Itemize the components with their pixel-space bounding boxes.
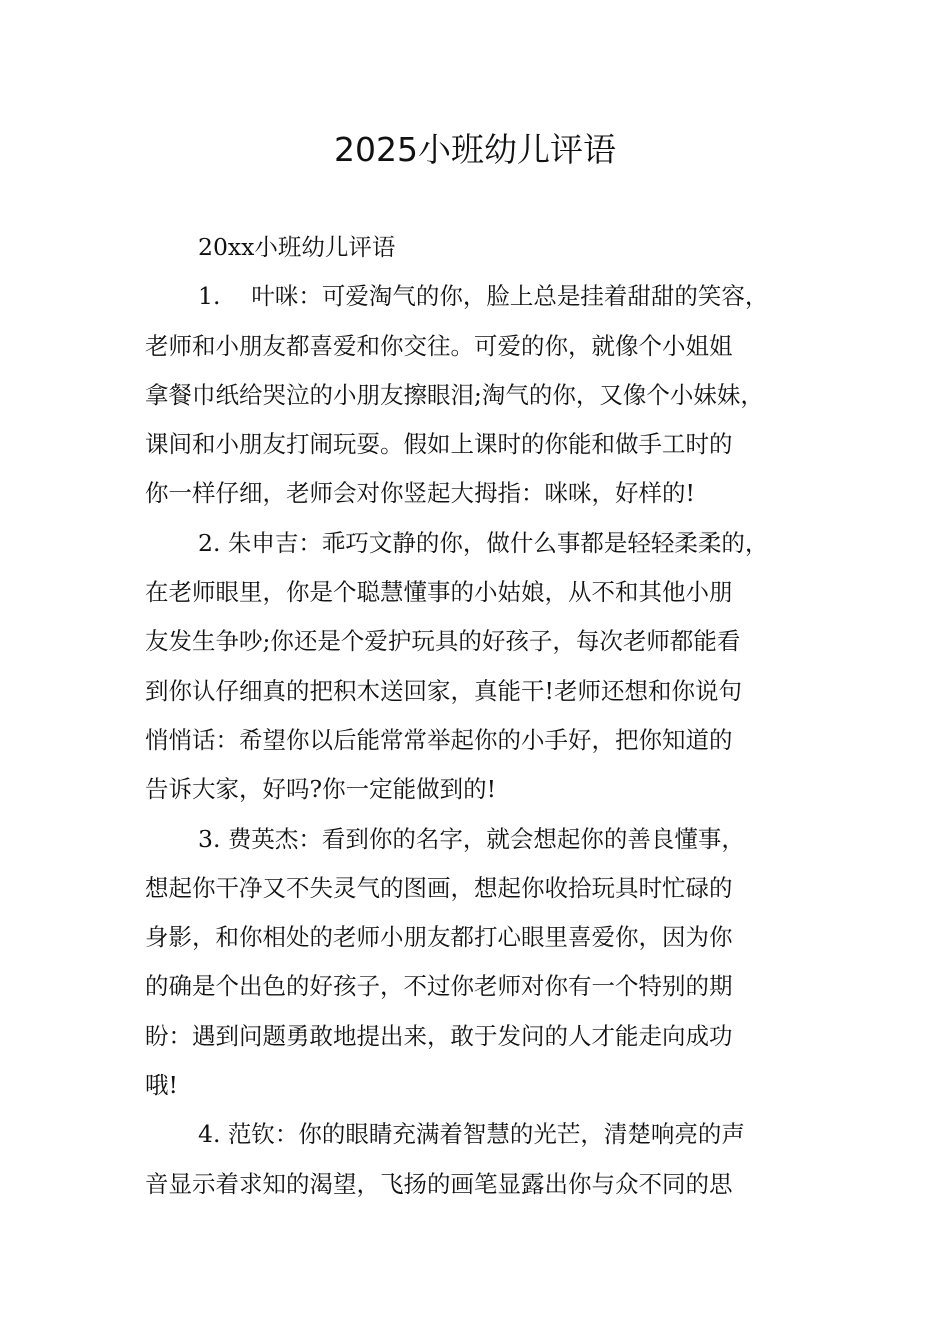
body-line: 拿餐巾纸给哭泣的小朋友擦眼泪;淘气的你，又像个小妹妹， <box>145 380 764 409</box>
body-line: 告诉大家，好吗?你一定能做到的! <box>145 775 497 804</box>
body-line: 想起你干净又不失灵气的图画，想起你收拾玩具时忙碌的 <box>145 873 733 902</box>
body-line: 身影，和你相处的老师小朋友都打心眼里喜爱你，因为你 <box>145 923 733 952</box>
body-line: 友发生争吵;你还是个爱护玩具的好孩子，每次老师都能看 <box>145 627 741 656</box>
body-line: 哦! <box>145 1071 178 1100</box>
body-line: 4. 范钦：你的眼睛充满着智慧的光芒，清楚响亮的声 <box>198 1120 745 1149</box>
body-line: 课间和小朋友打闹玩耍。假如上课时的你能和做手工时的 <box>145 430 733 459</box>
body-line: 2. 朱申吉：乖巧文静的你，做什么事都是轻轻柔柔的， <box>198 528 769 557</box>
body-line: 你一样仔细，老师会对你竖起大拇指：咪咪，好样的! <box>145 479 695 508</box>
body-line: 20xx小班幼儿评语 <box>198 233 396 261</box>
body-line: 到你认仔细真的把积木送回家，真能干!老师还想和你说句 <box>145 676 742 705</box>
body-line: 音显示着求知的渴望，飞扬的画笔显露出你与众不同的思 <box>145 1169 733 1198</box>
body-line: 3. 费英杰：看到你的名字，就会想起你的善良懂事， <box>198 824 745 853</box>
document-title: 2025小班幼儿评语 <box>334 130 616 169</box>
body-line: 悄悄话：希望你以后能常常举起你的小手好，把你知道的 <box>145 725 733 754</box>
document-body <box>145 223 815 1209</box>
body-line: 老师和小朋友都喜爱和你交往。可爱的你，就像个小姐姐 <box>145 331 733 360</box>
body-line: 1. 叶咪：可爱淘气的你，脸上总是挂着甜甜的笑容， <box>198 282 769 311</box>
body-line: 盼：遇到问题勇敢地提出来，敢于发问的人才能走向成功 <box>145 1021 733 1050</box>
body-line: 的确是个出色的好孩子，不过你老师对你有一个特别的期 <box>145 972 733 1001</box>
body-line: 在老师眼里，你是个聪慧懂事的小姑娘，从不和其他小朋 <box>145 578 733 607</box>
